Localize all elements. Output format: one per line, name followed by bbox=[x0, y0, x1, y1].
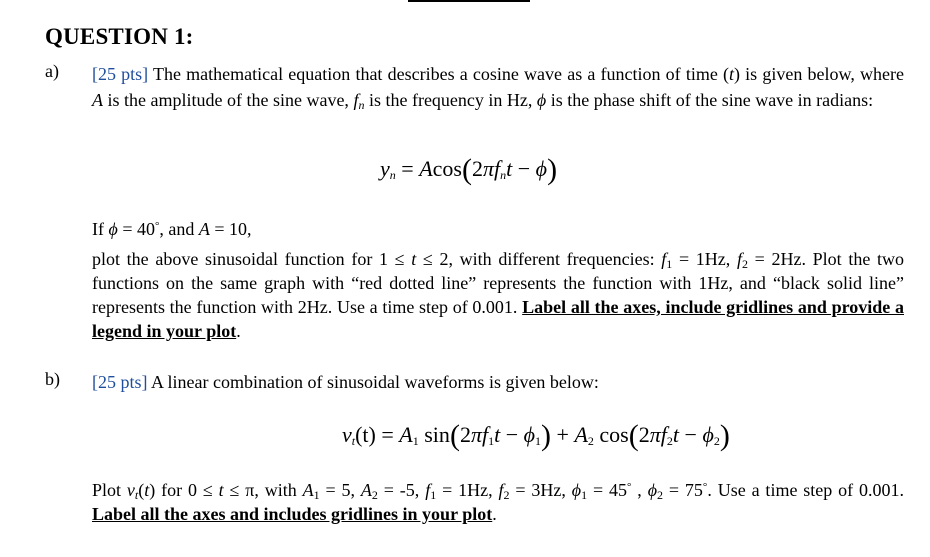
part-a-body: plot the above sinusoidal function for 1 ≤ t ≤ 2, with different frequencies: $f_1 = 1Hz$, $f_2 = 2Hz$. Plot the two functions on the same graph with “red dotted line” represents the function with 1Hz, and “black solid line” represents the function with 2Hz. Use a time step of 0.001. Label all the axes, include gridlines and provide a legend in your plot. bbox=[92, 249, 905, 341]
part-b-equation: $v_t(t) = A_1$ $\sin(2\pi f_1t - \phi_1) + A_2$ $\cos(2\pi f_2t - \phi_2)$ bbox=[342, 419, 730, 452]
part-a-label: a) bbox=[45, 61, 59, 81]
part-a-given: If ϕ = 40°, and A = 10, bbox=[92, 219, 252, 239]
part-a-points: [25 pts] bbox=[92, 64, 149, 84]
part-b-body: Plot $v_t(t)$ for 0 ≤ t ≤ π, with $A_1 = 5$, $A_2 = -5$, $f_1 = 1Hz$, $f_2 = 3Hz$, $\phi_1 = 45^\circ$ , $\phi_2 = 75^\circ$. Use a time step of 0.001. Label all the axes and includes gridlines in your plot. bbox=[92, 480, 905, 524]
part-b-intro: [25 pts] A linear combination of sinusoidal waveforms is given below: bbox=[92, 372, 599, 392]
question-title: QUESTION 1: bbox=[45, 24, 194, 49]
top-rule bbox=[408, 0, 530, 2]
part-a-intro: [25 pts] The mathematical equation that describes a cosine wave as a function of time (t) is given below, where A is the amplitude of the sine wave, $f_n$ is the frequency in Hz, ϕ is the phase shift of the sine wave in radians: bbox=[92, 64, 904, 112]
part-b-instruction: Label all the axes and includes gridlines in your plot bbox=[92, 504, 493, 524]
part-b-points: [25 pts] bbox=[92, 372, 148, 392]
part-a-instruction: Label all the axes, include gridlines and provide a legend in your plot bbox=[92, 297, 904, 341]
part-a-equation: $y_n = Acos(2\pi f_nt - \phi)$ bbox=[380, 153, 558, 186]
part-b-label: b) bbox=[45, 369, 60, 389]
